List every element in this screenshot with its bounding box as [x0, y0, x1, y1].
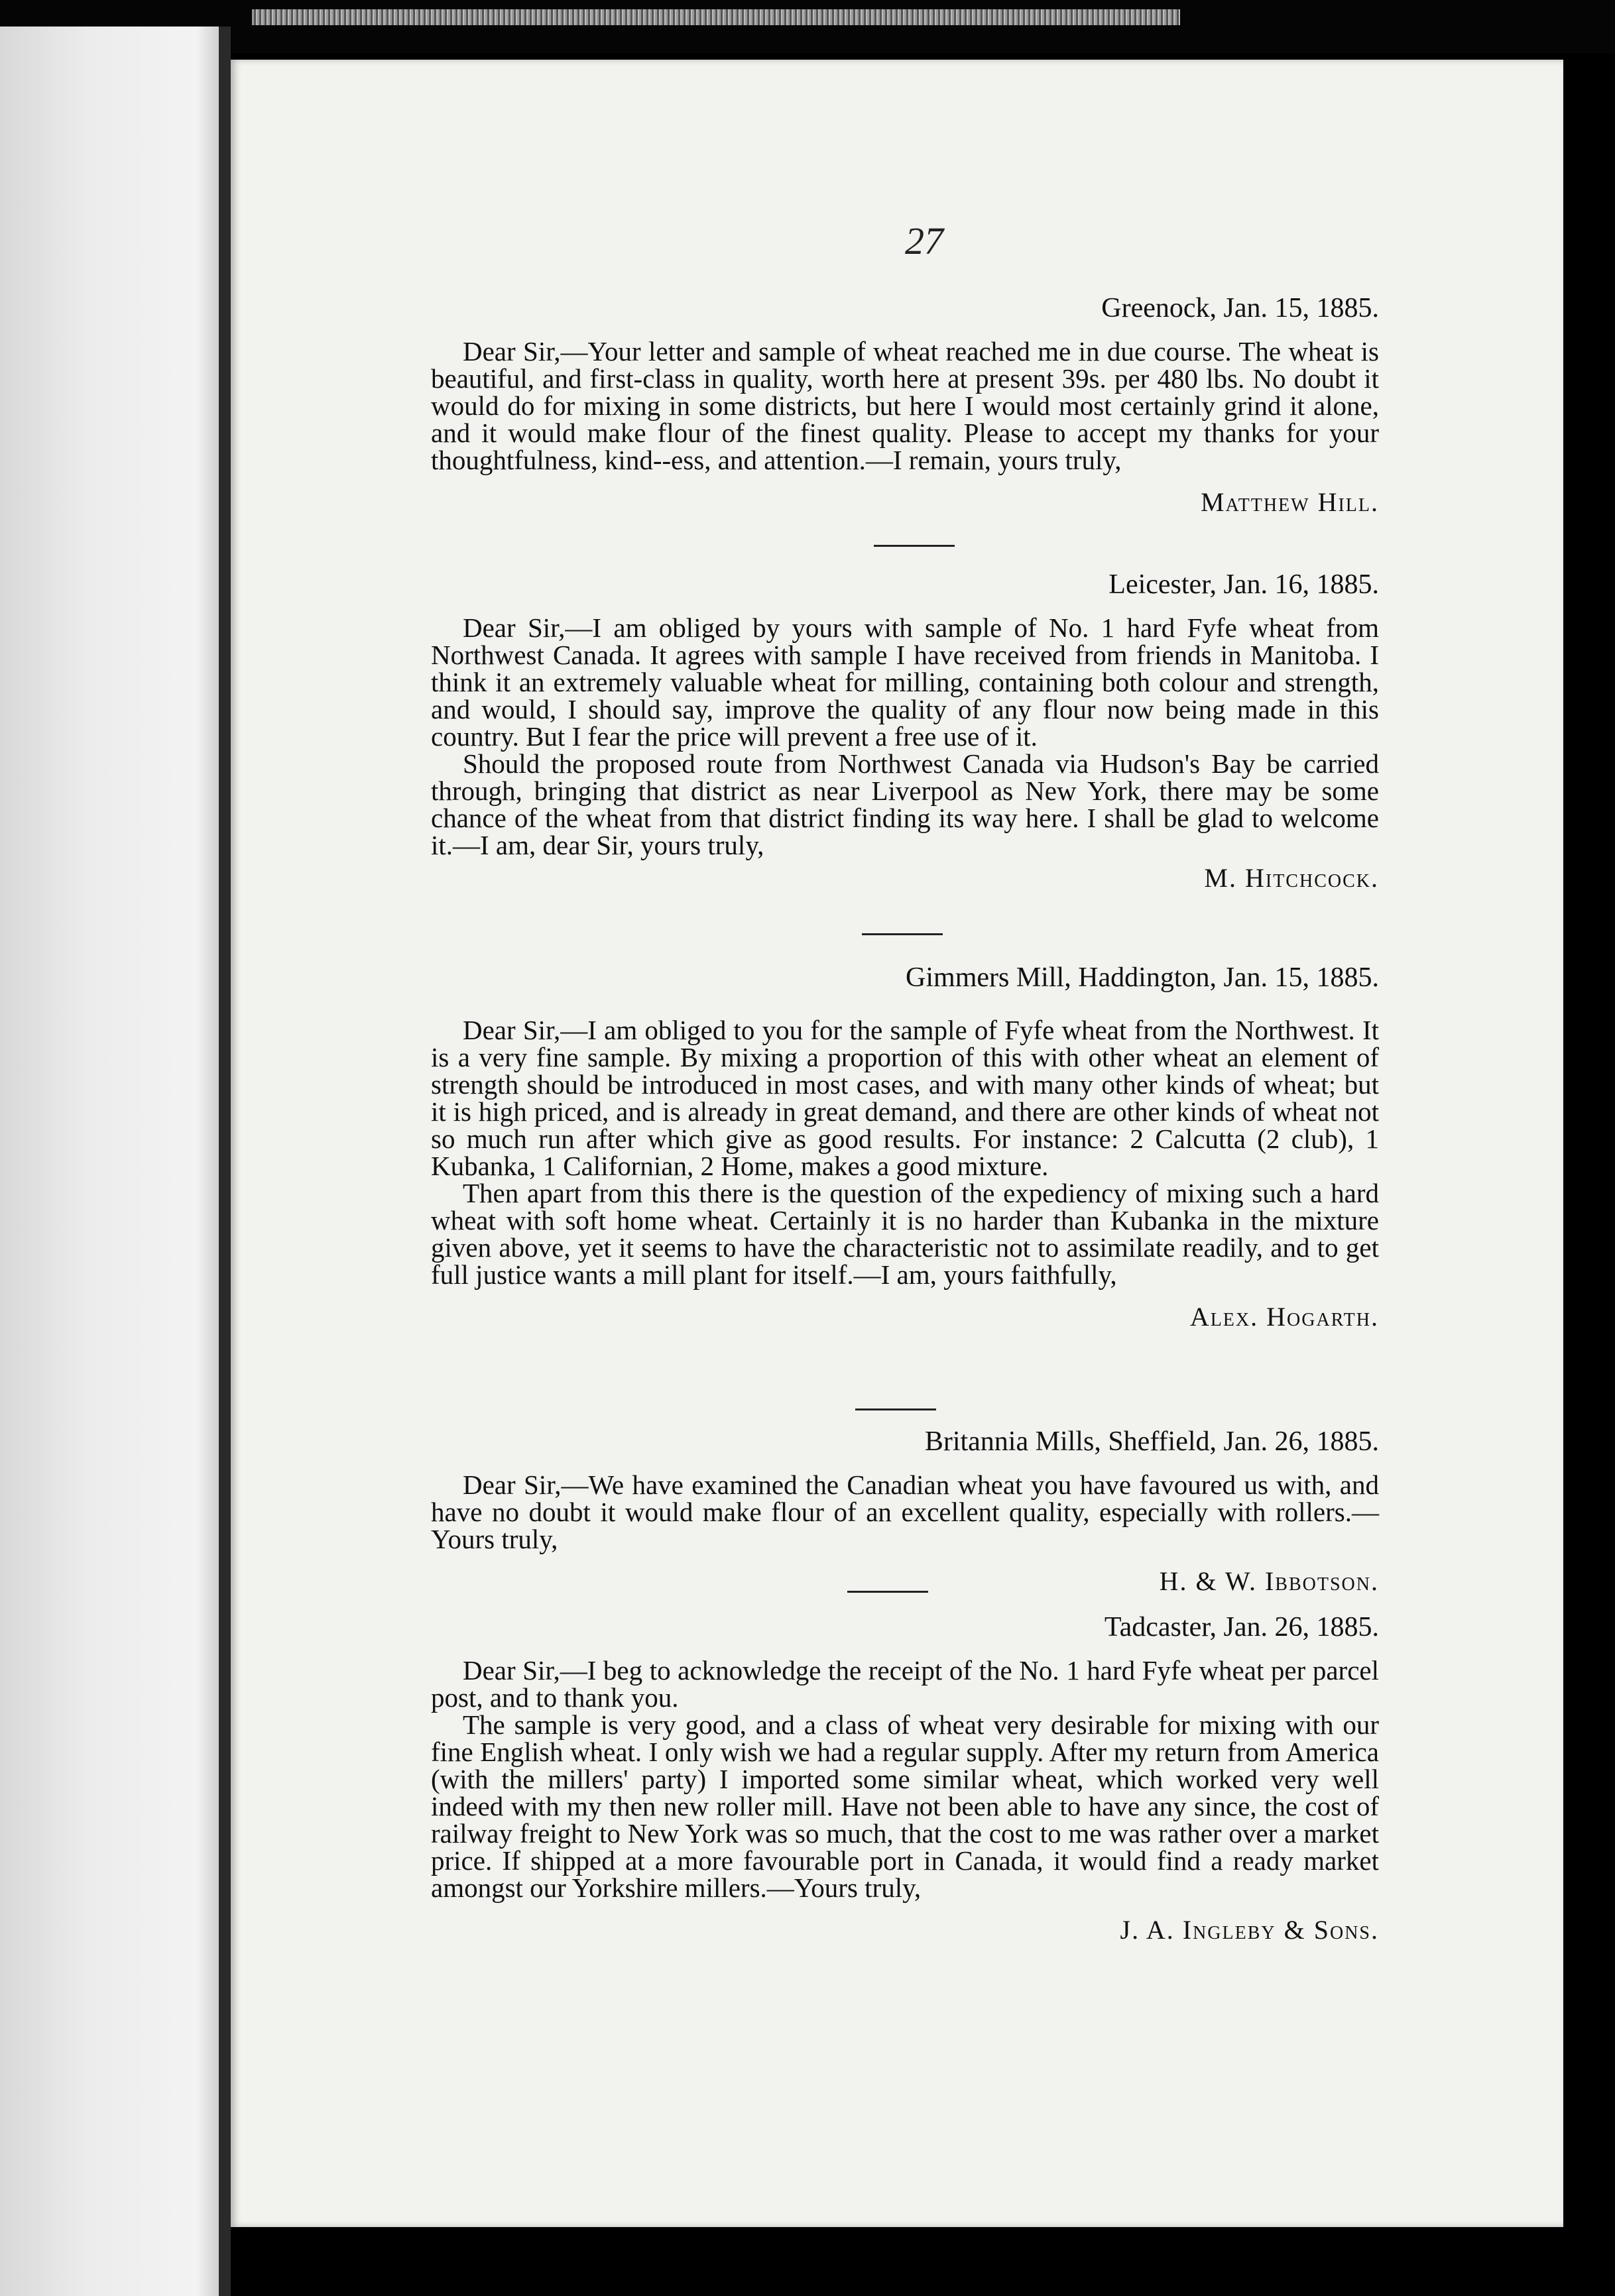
dateline: Greenock, Jan. 15, 1885.	[1101, 293, 1379, 323]
letter-paragraph: Dear Sir,—I beg to acknowledge the receipt of the No. 1 hard Fyfe wheat per parcel post, and to thank you.	[431, 1655, 1379, 1713]
page-number: 27	[905, 219, 943, 262]
letter-leicester	[431, 571, 1379, 891]
letter-sheffield	[431, 1428, 1379, 1595]
letter-paragraph: The sample is very good, and a class of wheat very desirable for mixing with our fine English wheat. I only wish we had a regular supply. After my return from America (with the millers' party) I imported some similar wheat, which worked very well indeed with my then new roller mill. Have not been able to have any since, the cost of railway freight to New York was so much, that the cost to me was rather over a market price. If shipped at a more favourable port in Canada, it would find a ready market amongst our Yorkshire millers.—Yours truly,	[431, 1709, 1379, 1903]
letter-paragraph: Then apart from this there is the question of the expediency of mixing such a hard wheat with soft home wheat. Certainly it is no harder than Kubanka in the mixture given above, yet it seems to have the characteristic not to assimilate readily, and to get full justice wants a mill plant for itself.—I am, yours faithfully,	[431, 1178, 1379, 1290]
letter-paragraph: Should the proposed route from Northwest Canada via Hudson's Bay be carried through, bringing that district as near Liverpool as New York, there may be some chance of the wheat from that district finding its way here. I shall be glad to welcome it.—I am, dear Sir, yours truly,	[431, 748, 1379, 860]
dateline: Britannia Mills, Sheffield, Jan. 26, 1885.	[924, 1426, 1379, 1457]
signature: Alex. Hogarth.	[1189, 1302, 1379, 1332]
letter-paragraph: Dear Sir,—I am obliged to you for the sample of Fyfe wheat from the Northwest. It is a very fine sample. By mixing a proportion of this with other wheat an element of strength should be introduced in most cases, and with many other kinds of wheat; but it is high priced, and is already in great demand, and there are other kinds of wheat not so much run after which give as good results. For instance: 2 Calcutta (2 club), 1 Kubanka, 1 Californian, 2 Home, makes a good mixture.	[431, 1015, 1379, 1181]
dateline: Leicester, Jan. 16, 1885.	[1108, 569, 1379, 600]
binding-texture	[252, 9, 1180, 25]
divider-rule	[874, 545, 955, 547]
signature: H. & W. Ibbotson.	[1159, 1566, 1379, 1596]
facing-page-edge	[0, 27, 219, 2296]
divider-rule	[847, 1591, 928, 1593]
dateline: Gimmers Mill, Haddington, Jan. 15, 1885.	[906, 962, 1379, 993]
dateline: Tadcaster, Jan. 26, 1885.	[1104, 1612, 1379, 1642]
divider-rule	[855, 1408, 936, 1410]
divider-rule	[862, 933, 943, 935]
letter-paragraph: Dear Sir,—Your letter and sample of wheat reached me in due course. The wheat is beautiful, and first-class in quality, worth here at present 39s. per 480 lbs. No doubt it would do for mixing in some districts, but here I would most certainly grind it alone, and it would make flour of the finest quality. Please to accept my thanks for your thoughtfulness, kind--ess, and attention.—I remain, yours truly,	[431, 336, 1379, 475]
signature: J. A. Ingleby & Sons.	[1120, 1915, 1379, 1945]
letter-greenock	[431, 295, 1379, 516]
letter-paragraph: Dear Sir,—We have examined the Canadian wheat you have favoured us with, and have no doubt it would make flour of an excellent quality, especially with rollers.—Yours truly,	[431, 1469, 1379, 1554]
signature: M. Hitchcock.	[1204, 863, 1379, 893]
signature: Matthew Hill.	[1200, 487, 1379, 517]
letter-paragraph: Dear Sir,—I am obliged by yours with sample of No. 1 hard Fyfe wheat from Northwest Canada. It agrees with sample I have received from friends in Manitoba. I think it an extremely valuable wheat for milling, containing both colour and strength, and would, I should say, improve the quality of any flour now being made in this country. But I fear the price will prevent a free use of it.	[431, 612, 1379, 752]
book-gutter	[219, 27, 231, 2296]
top-edge-strip	[0, 0, 1615, 53]
letter-tadcaster	[431, 1614, 1379, 1943]
letter-haddington	[431, 964, 1379, 1330]
